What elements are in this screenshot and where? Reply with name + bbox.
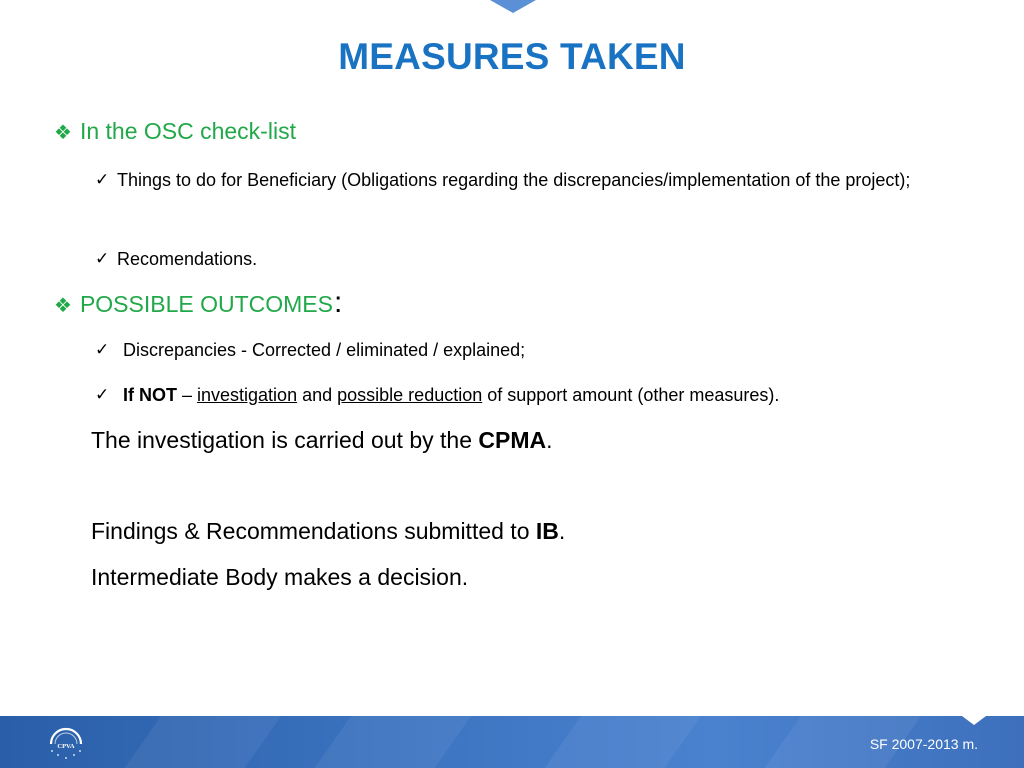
checkmark-icon: ✓: [95, 385, 110, 404]
section-heading-osc: [54, 118, 296, 145]
list-item: Discrepancies - Corrected / eliminated / explained;: [123, 340, 526, 360]
rest-text: of support amount (other measures).: [482, 385, 780, 405]
checkmark-icon: ✓: [95, 249, 110, 268]
list-item: Things to do for Beneficiary (Obligations regarding the discrepancies/implementation of the project);: [117, 170, 911, 190]
top-notch-decoration: [490, 0, 536, 13]
list-item: [123, 385, 779, 406]
section-heading-text: In the OSC check-list: [79, 118, 296, 144]
paragraph-findings: [91, 518, 565, 545]
paragraph-end: .: [558, 518, 566, 544]
footer-text: SF 2007-2013 m.: [869, 736, 978, 752]
section-heading-text: POSSIBLE OUTCOMES: [79, 291, 333, 317]
if-not-label: If NOT: [123, 385, 177, 405]
investigation-term: investigation: [197, 385, 298, 405]
logo-text: CPVA: [57, 743, 75, 750]
dash-text: –: [177, 385, 198, 405]
and-text: and: [297, 385, 338, 405]
paragraph-investigation: [91, 427, 553, 454]
diamond-bullet-icon: ❖: [54, 295, 72, 317]
footer-notch-decoration: [962, 716, 986, 725]
heading-colon: :: [334, 286, 343, 319]
list-item: Recomendations.: [117, 249, 258, 269]
checkmark-icon: ✓: [95, 170, 110, 189]
possible-reduction-term: possible reduction: [337, 385, 483, 405]
paragraph-text: Findings & Recommendations submitted to: [91, 518, 536, 544]
diamond-bullet-icon: ❖: [54, 122, 72, 144]
ib-label: IB: [535, 518, 559, 544]
footer-decoration: [525, 716, 715, 768]
paragraph-end: .: [546, 427, 553, 453]
paragraph-text: The investigation is carried out by the: [91, 427, 479, 453]
footer-decoration: [295, 716, 485, 768]
cpma-label: CPMA: [478, 427, 547, 453]
checkmark-icon: ✓: [95, 340, 110, 359]
slide-title: MEASURES TAKEN: [338, 36, 686, 77]
paragraph-decision: Intermediate Body makes a decision.: [91, 564, 469, 590]
section-heading-outcomes: [54, 286, 342, 320]
footer-decoration: [105, 716, 295, 768]
cpva-logo-icon: [46, 724, 86, 762]
